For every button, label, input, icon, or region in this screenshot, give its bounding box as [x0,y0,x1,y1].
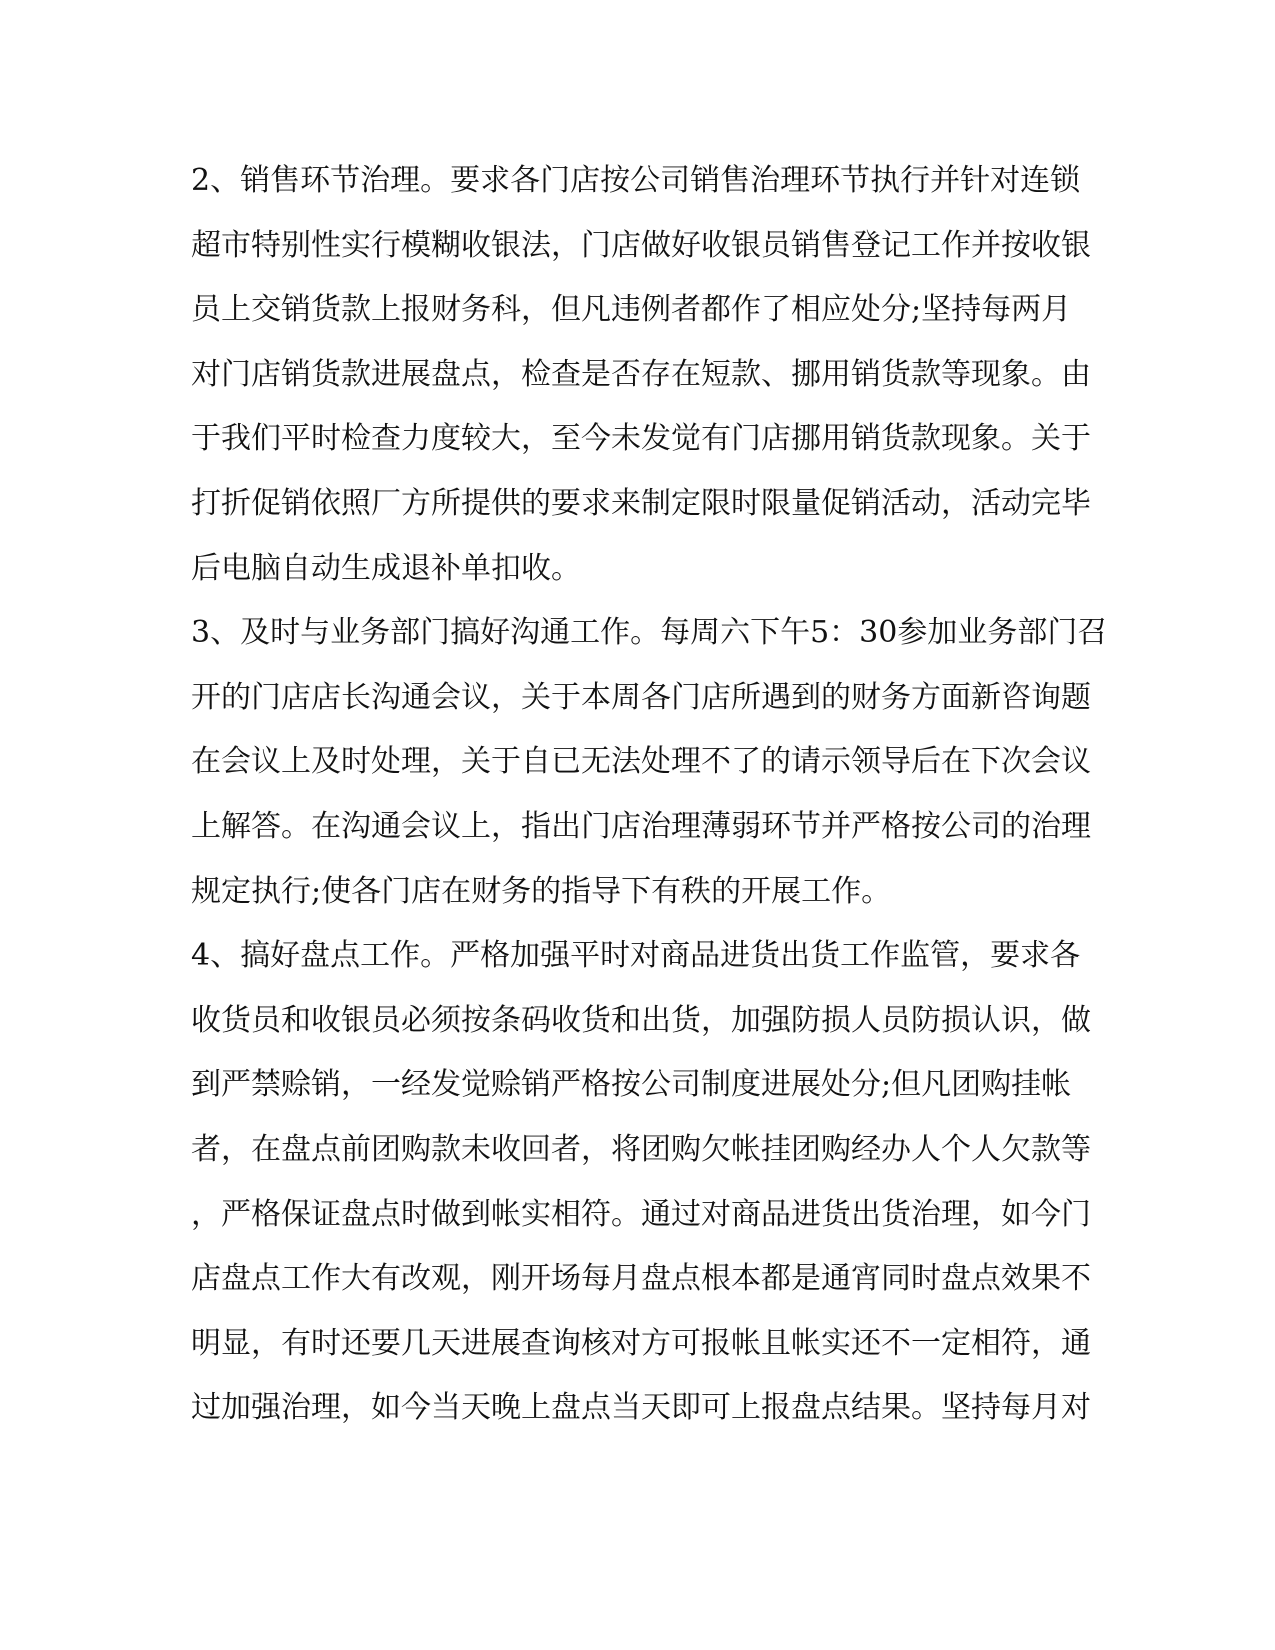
text-line: 规定执行;使各门店在财务的指导下有秩的开展工作。 [191,873,892,909]
text-line: 到严禁赊销，一经发觉赊销严格按公司制度进展处分;但凡团购挂帐 [191,1067,1072,1103]
text-line: 对门店销货款进展盘点，检查是否存在短款、挪用销货款等现象。由 [191,356,1091,392]
text-line: 4、搞好盘点工作。严格加强平时对商品进货出货工作监管，要求各 [191,938,1081,974]
text-line: ，严格保证盘点时做到帐实相符。通过对商品进货出货治理，如今门 [191,1196,1091,1232]
text-line: 收货员和收银员必须按条码收货和出货，加强防损人员防损认识，做 [191,1002,1091,1038]
text-line: 员上交销货款上报财务科，但凡违例者都作了相应处分;坚持每两月 [191,292,1072,328]
text-line: 过加强治理，如今当天晚上盘点当天即可上报盘点结果。坚持每月对 [191,1390,1091,1426]
text-line: 2、销售环节治理。要求各门店按公司销售治理环节执行并针对连锁 [191,163,1081,198]
text-line: 在会议上及时处理，关于自已无法处理不了的请示领导后在下次会议 [191,744,1091,780]
text-line: 3、及时与业务部门搞好沟通工作。每周六下午5：30参加业务部门召 [191,615,1108,651]
text-line: 上解答。在沟通会议上，指出门店治理薄弱环节并严格按公司的治理 [191,808,1091,844]
body-text [191,149,1108,1441]
text-line: 于我们平时检查力度较大，至今未发觉有门店挪用销货款现象。关于 [191,421,1091,457]
text-line: 超市特别性实行模糊收银法，门店做好收银员销售登记工作并按收银 [191,227,1091,263]
text-line: 开的门店店长沟通会议，关于本周各门店所遇到的财务方面新咨询题 [191,679,1091,715]
text-line: 店盘点工作大有改观，刚开场每月盘点根本都是通宵同时盘点效果不 [191,1261,1091,1297]
text-line: 明显，有时还要几天进展查询核对方可报帐且帐实还不一定相符，通 [191,1325,1091,1361]
text-line: 者，在盘点前团购款未收回者，将团购欠帐挂团购经办人个人欠款等 [191,1131,1091,1167]
text-line: 后电脑自动生成退补单扣收。 [191,550,581,586]
text-line: 打折促销依照厂方所提供的要求来制定限时限量促销活动，活动完毕 [191,485,1091,521]
